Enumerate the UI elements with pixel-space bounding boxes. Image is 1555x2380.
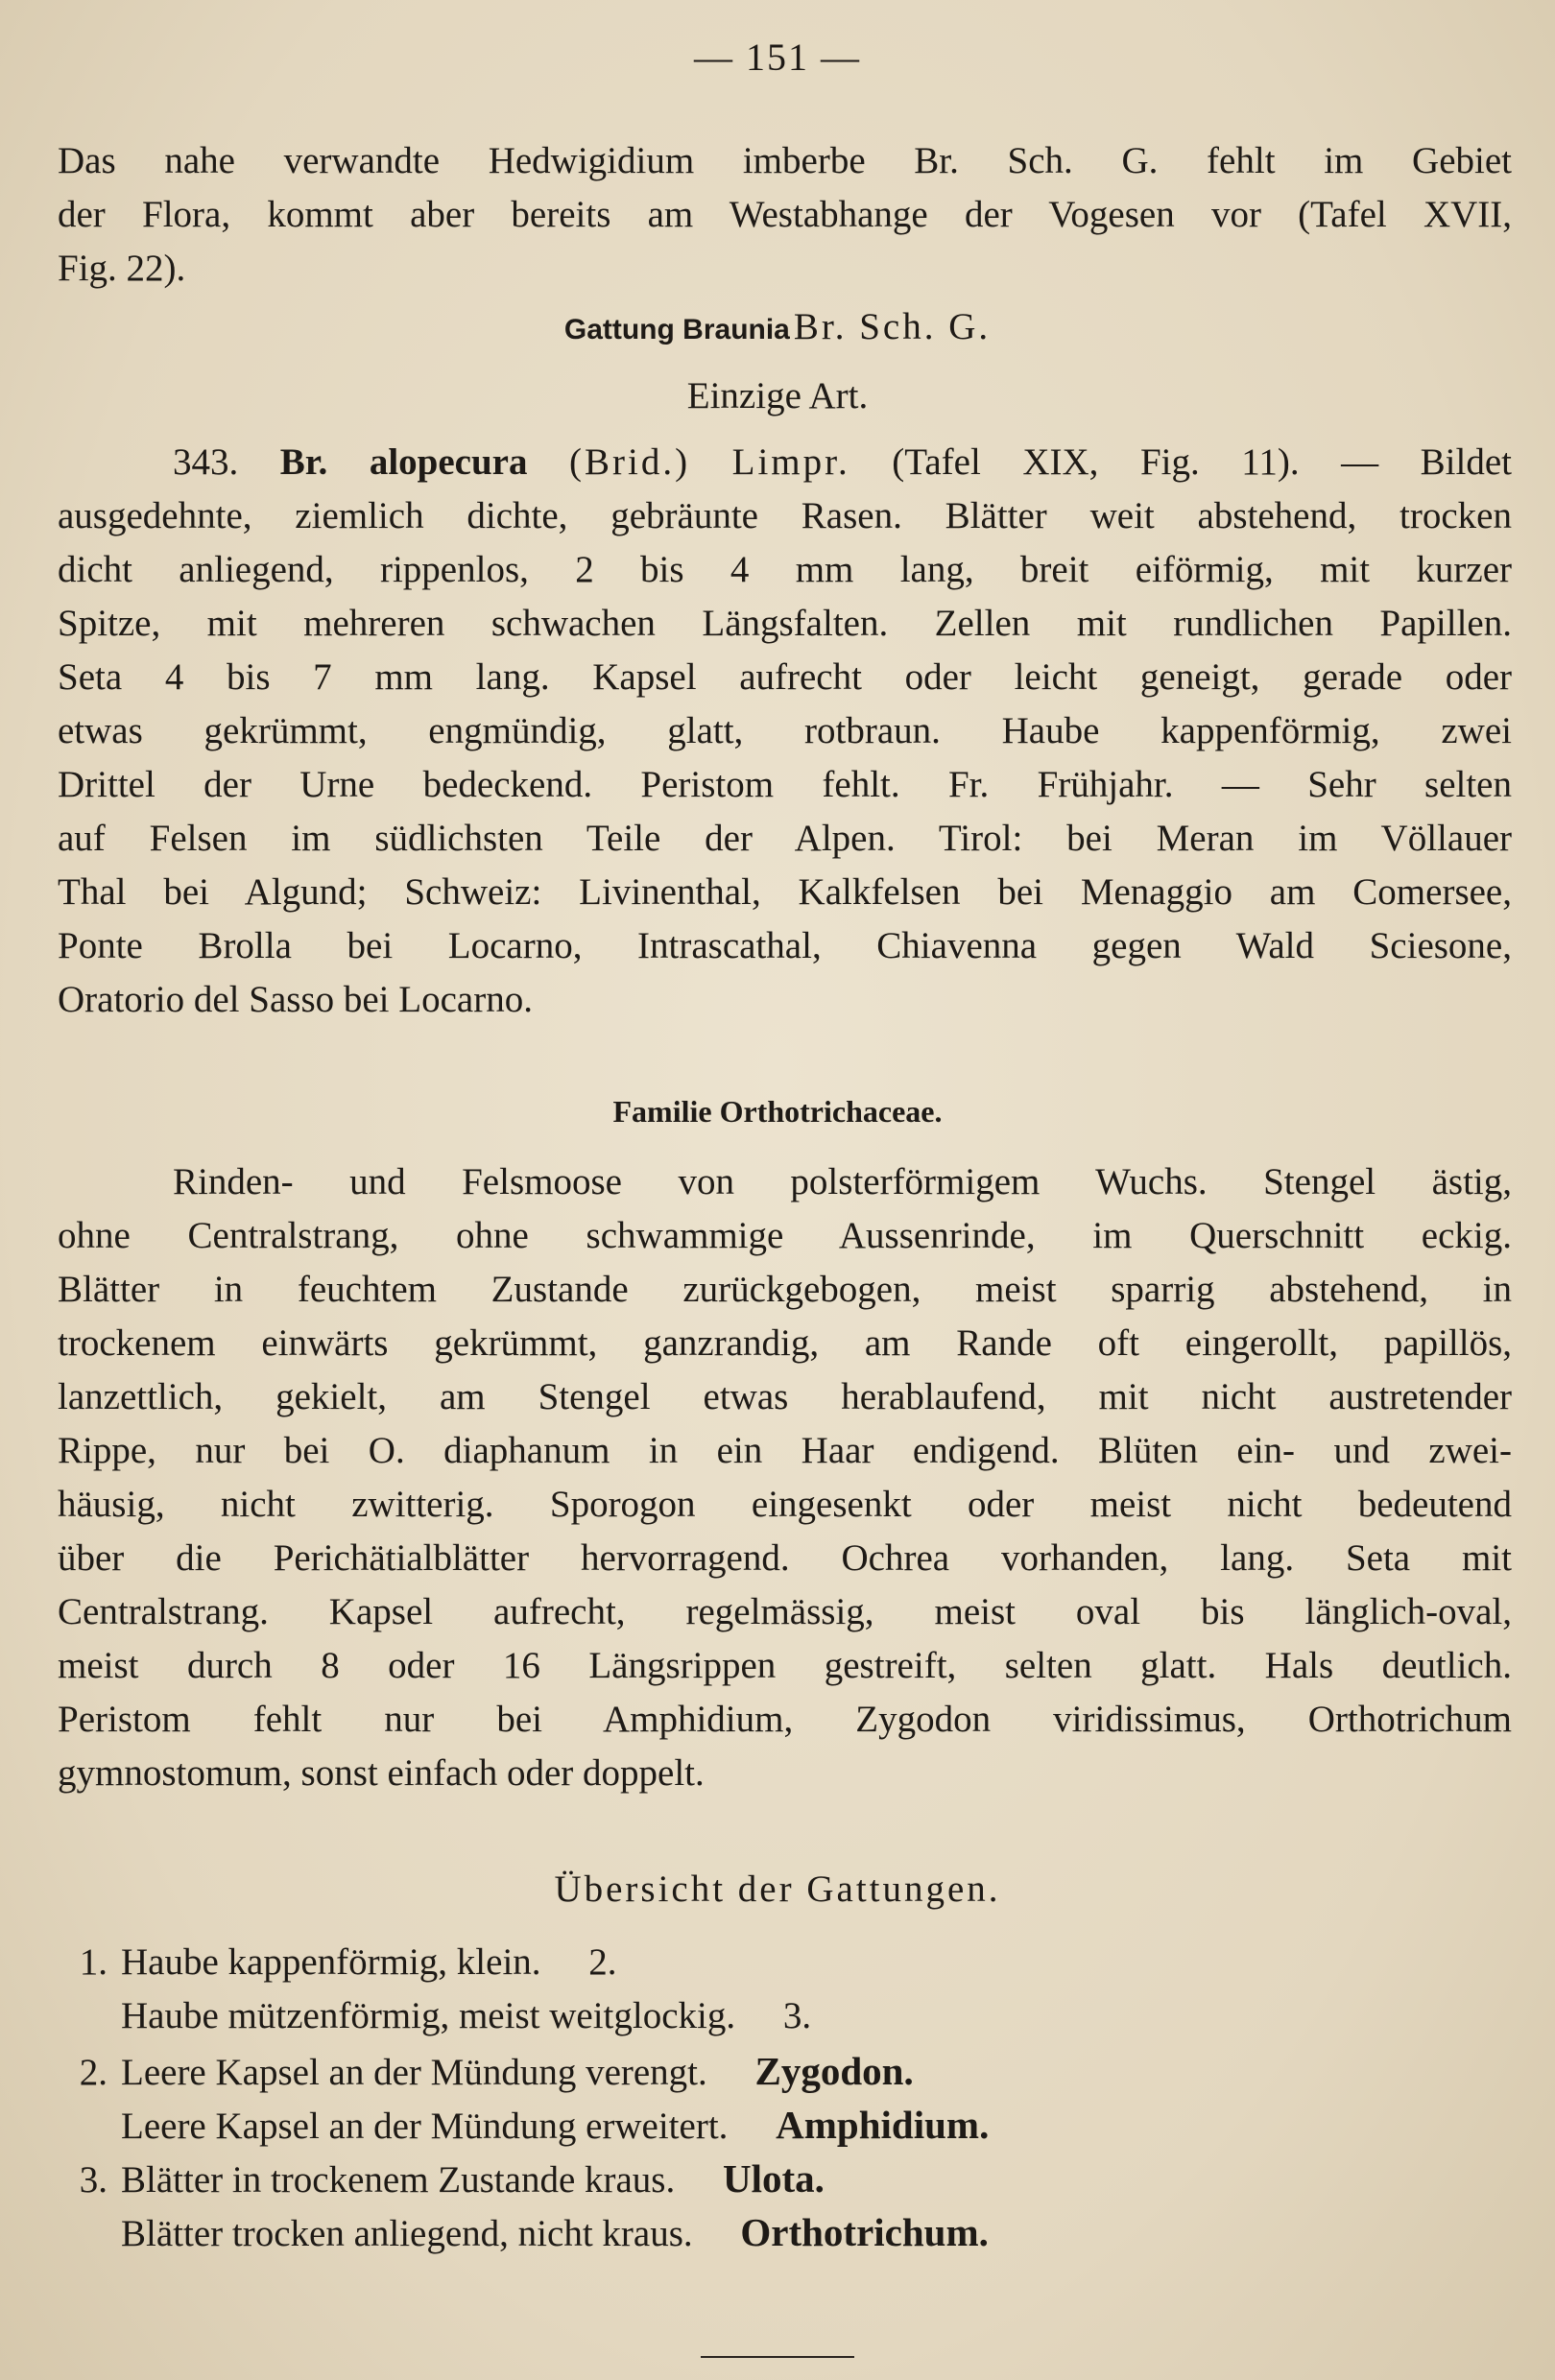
genus-heading-label: Gattung Braunia xyxy=(563,314,790,345)
text-line: dicht anliegend, rippenlos, 2 bis 4 mm lang, breit eiförmig, mit kurzer xyxy=(58,549,1512,590)
text-line: Seta 4 bis 7 mm lang. Kapsel aufrecht oder leicht geneigt, gerade oder xyxy=(58,656,1512,698)
family-heading: Familie Orthotrichaceae. xyxy=(612,1094,943,1129)
key-entry-result: 3. xyxy=(782,1995,812,2036)
species-number: 343. xyxy=(173,441,239,483)
species-title-line xyxy=(173,436,1512,489)
text-line: Rinden- und Felsmoose von polsterförmigem Wuchs. Stengel ästig, xyxy=(173,1161,1512,1202)
text-line: Drittel der Urne bedeckend. Peristom fehlt. Fr. Frühjahr. — Sehr selten xyxy=(58,764,1512,805)
text-line: Spitze, mit mehreren schwachen Längsfalten. Zellen mit rundlichen Papillen. xyxy=(58,603,1512,644)
key-entry-number: 2. xyxy=(79,2052,108,2093)
text-line: lanzettlich, gekielt, am Stengel etwas herablaufend, mit nicht austretender xyxy=(58,1376,1512,1417)
key-entry xyxy=(60,2048,914,2094)
text-line: Peristom fehlt nur bei Amphidium, Zygodon viridissimus, Orthotrichum xyxy=(58,1699,1512,1740)
key-entry-result: Orthotrichum. xyxy=(740,2210,989,2254)
key-entry-result: Ulota. xyxy=(722,2156,825,2201)
text-line: auf Felsen im südlichsten Teile der Alpen. Tirol: bei Meran im Völlauer xyxy=(58,818,1512,859)
text-line: häusig, nicht zwitterig. Sporogon eingesenkt oder meist nicht bedeutend xyxy=(58,1484,1512,1525)
text-line: Rippe, nur bei O. diaphanum in ein Haar endigend. Blüten ein- und zwei- xyxy=(58,1430,1512,1471)
text-line: Ponte Brolla bei Locarno, Intrascathal, Chiavenna gegen Wald Sciesone, xyxy=(58,925,1512,966)
species-author-a: (Brid.) xyxy=(569,441,691,483)
genus-heading xyxy=(0,305,1555,348)
key-entry-text: Leere Kapsel an der Mündung erweitert. xyxy=(121,2106,729,2147)
genus-heading-author: Br. Sch. G. xyxy=(793,306,992,347)
key-entry-text: Blätter in trockenem Zustande kraus. xyxy=(121,2159,676,2201)
text-line: Das nahe verwandte Hedwigidium imberbe Br. Sch. G. fehlt im Gebiet xyxy=(58,140,1512,181)
key-entry-result: Amphidium. xyxy=(776,2103,990,2147)
text-line: Centralstrang. Kapsel aufrecht, regelmässig, meist oval bis länglich-oval, xyxy=(58,1591,1512,1632)
single-species-note: Einzige Art. xyxy=(686,375,869,416)
key-entry-text: Haube kappenförmig, klein. xyxy=(121,1941,541,1983)
text-line: der Flora, kommt aber bereits am Westabhange der Vogesen vor (Tafel XVII, xyxy=(58,194,1512,235)
key-entry-text: Haube mützenförmig, meist weitglockig. xyxy=(121,1995,736,2036)
page-number: — 151 — xyxy=(694,36,861,79)
key-entry-result: Zygodon. xyxy=(754,2049,914,2093)
text-line: Blätter in feuchtem Zustande zurückgebogen, meist sparrig abstehend, in xyxy=(58,1269,1512,1310)
text-line: Oratorio del Sasso bei Locarno. xyxy=(58,979,533,1020)
key-entry-text: Blätter trocken anliegend, nicht kraus. xyxy=(121,2213,693,2254)
key-entry xyxy=(60,1994,811,2037)
closing-rule xyxy=(701,2356,854,2358)
key-heading: Übersicht der Gattungen. xyxy=(554,1868,1001,1910)
text-line: trockenem einwärts gekrümmt, ganzrandig, am Rande oft eingerollt, papillös, xyxy=(58,1322,1512,1364)
species-first-line-rest: (Tafel XIX, Fig. 11). — Bildet xyxy=(892,441,1512,483)
key-entry-number: 1. xyxy=(79,1941,108,1983)
text-line: etwas gekrümmt, engmündig, glatt, rotbraun. Haube kappenförmig, zwei xyxy=(58,710,1512,751)
text-line: Thal bei Algund; Schweiz: Livinenthal, Kalkfelsen bei Menaggio am Comersee, xyxy=(58,871,1512,913)
species-author-b: Limpr. xyxy=(731,441,850,483)
text-line: gymnostomum, sonst einfach oder doppelt. xyxy=(58,1752,705,1794)
key-entry-result: 2. xyxy=(588,1941,617,1983)
key-entry xyxy=(60,1940,617,1984)
key-entry xyxy=(60,2102,989,2148)
text-line: meist durch 8 oder 16 Längsrippen gestreift, selten glatt. Hals deutlich. xyxy=(58,1645,1512,1686)
key-entry xyxy=(60,2155,825,2202)
text-line: ausgedehnte, ziemlich dichte, gebräunte Rasen. Blätter weit abstehend, trocken xyxy=(58,495,1512,536)
key-entry-text: Leere Kapsel an der Mündung verengt. xyxy=(121,2052,707,2093)
text-line: ohne Centralstrang, ohne schwammige Aussenrinde, im Querschnitt eckig. xyxy=(58,1215,1512,1256)
key-entry-number: 3. xyxy=(79,2159,108,2201)
text-line: Fig. 22). xyxy=(58,248,186,289)
text-line: über die Perichätialblätter hervorragend. Ochrea vorhanden, lang. Seta mit xyxy=(58,1537,1512,1579)
species-name: Br. alopecura xyxy=(279,441,528,483)
key-entry xyxy=(60,2209,989,2255)
